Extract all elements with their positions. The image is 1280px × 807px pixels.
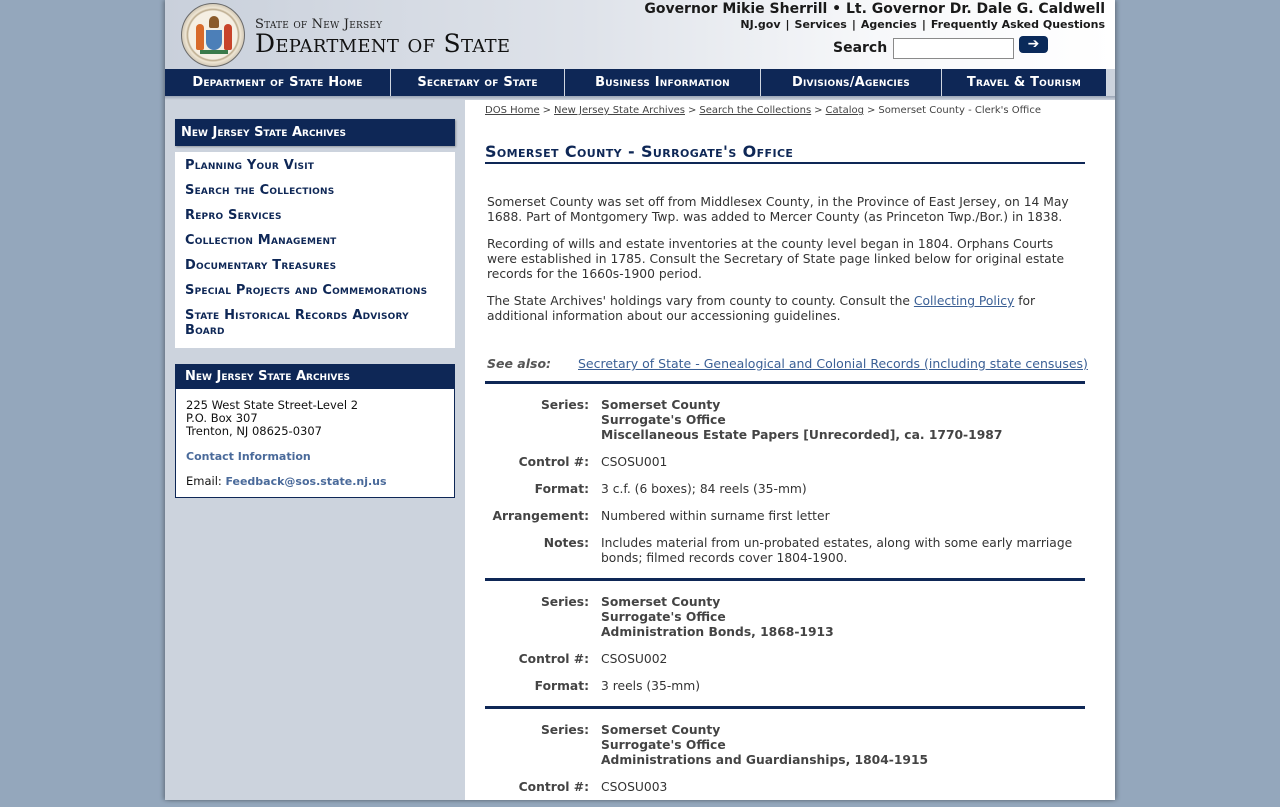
series-line: Administrations and Guardianships, 1804-1915 bbox=[601, 753, 929, 767]
address-line-3: Trenton, NJ 08625-0307 bbox=[186, 424, 322, 438]
control-value: CSOSU003 bbox=[601, 780, 668, 794]
series-label: Series: bbox=[540, 398, 589, 412]
nav-business-information[interactable]: Business Information bbox=[565, 69, 761, 96]
sidebar-item-shrab[interactable]: State Historical Records Advisory Board bbox=[185, 308, 409, 338]
address-line-1: 225 West State Street-Level 2 bbox=[186, 398, 359, 412]
section-divider bbox=[485, 578, 1085, 581]
search-submit-button[interactable] bbox=[1019, 36, 1048, 53]
series-label: Series: bbox=[540, 595, 589, 609]
sidebar-item-documentary-treasures[interactable]: Documentary Treasures bbox=[185, 258, 337, 273]
intro-paragraph: Somerset County was set off from Middlesex County, in the Province of East Jersey, on 14 May 1688. Part of Montgomery Twp. was added to Mercer County (as Princeton Twp./Bor.) in 1838. bbox=[487, 195, 1069, 224]
contact-body bbox=[176, 389, 454, 497]
main-content bbox=[465, 100, 1115, 800]
record-control-row bbox=[485, 455, 1085, 470]
nav-secretary-of-state[interactable]: Secretary of State bbox=[391, 69, 565, 96]
intro-paragraph: Recording of wills and estate inventories at the county level began in 1804. Orphans Courts were established in 1785. Consult the Secretary of State page linked below for original estate records for the 1660s-1900 period. bbox=[487, 237, 1065, 281]
notes-label: Notes: bbox=[543, 536, 589, 550]
page-container bbox=[165, 0, 1115, 800]
contact-information-link[interactable]: Contact Information bbox=[186, 450, 311, 463]
record-control-row bbox=[485, 780, 1085, 795]
breadcrumb-current: Somerset County - Clerk's Office bbox=[878, 105, 1041, 116]
section-divider bbox=[485, 381, 1085, 384]
sidebar-heading[interactable]: New Jersey State Archives bbox=[175, 119, 455, 146]
breadcrumb-separator: > bbox=[687, 105, 697, 116]
section-divider bbox=[485, 706, 1085, 709]
top-link-faq[interactable]: Frequently Asked Questions bbox=[930, 18, 1105, 31]
catalog-record bbox=[485, 595, 1085, 706]
breadcrumb-search-collections[interactable]: Search the Collections bbox=[699, 105, 812, 116]
site-header bbox=[165, 0, 1115, 69]
page-title: Somerset County - Surrogate's Office bbox=[485, 142, 1085, 164]
series-line: Somerset County bbox=[601, 398, 721, 412]
top-link-services[interactable]: Services bbox=[794, 18, 847, 31]
series-value bbox=[601, 398, 1085, 443]
format-value: 3 c.f. (6 boxes); 84 reels (35-mm) bbox=[601, 482, 807, 496]
arrangement-value: Numbered within surname first letter bbox=[601, 509, 830, 523]
series-line: Surrogate's Office bbox=[601, 413, 726, 427]
sidebar bbox=[175, 119, 455, 348]
separator: | bbox=[921, 18, 926, 31]
series-line: Surrogate's Office bbox=[601, 738, 726, 752]
collecting-policy-link[interactable]: Collecting Policy bbox=[913, 294, 1015, 308]
top-link-agencies[interactable]: Agencies bbox=[860, 18, 917, 31]
series-line: Somerset County bbox=[601, 723, 721, 737]
sidebar-item-repro-services[interactable]: Repro Services bbox=[185, 208, 282, 223]
series-line: Somerset County bbox=[601, 595, 721, 609]
email-label: Email: bbox=[186, 474, 222, 488]
record-series-row bbox=[485, 595, 1085, 640]
top-link-nj-gov[interactable]: NJ.gov bbox=[740, 18, 781, 31]
seal-horse-crest bbox=[209, 16, 219, 28]
series-line: Surrogate's Office bbox=[601, 610, 726, 624]
main-nav-bar bbox=[165, 69, 1115, 96]
sidebar-item-special-projects[interactable]: Special Projects and Commemorations bbox=[185, 283, 428, 298]
record-arrangement-row bbox=[485, 509, 1085, 524]
notes-value: Includes material from un-probated estates, along with some early marriage bonds; filmed records cover 1804-1900. bbox=[601, 536, 1073, 565]
seal-figure-liberty bbox=[196, 24, 204, 50]
see-also bbox=[487, 356, 1088, 371]
sidebar-item-search-the-collections[interactable]: Search the Collections bbox=[185, 183, 335, 198]
control-value: CSOSU002 bbox=[601, 652, 668, 666]
email-link[interactable]: Feedback@sos.state.nj.us bbox=[225, 475, 387, 488]
see-also-link[interactable]: Secretary of State - Genealogical and Colonial Records (including state censuses) bbox=[578, 356, 1088, 371]
series-value bbox=[601, 723, 1085, 768]
record-control-row bbox=[485, 652, 1085, 667]
series-label: Series: bbox=[540, 723, 589, 737]
control-value: CSOSU001 bbox=[601, 455, 668, 469]
series-value bbox=[601, 595, 1085, 640]
policy-text: The State Archives' holdings vary from county to county. Consult the bbox=[487, 294, 914, 308]
seal-figure-ceres bbox=[224, 24, 232, 50]
series-line: Administration Bonds, 1868-1913 bbox=[601, 625, 834, 639]
sidebar-item-collection-management[interactable]: Collection Management bbox=[185, 233, 337, 248]
sidebar-item-planning-your-visit[interactable]: Planning Your Visit bbox=[185, 158, 315, 173]
breadcrumb-catalog[interactable]: Catalog bbox=[825, 105, 864, 116]
breadcrumb-separator: > bbox=[542, 105, 552, 116]
policy-text: for additional information about our accessioning guidelines. bbox=[487, 294, 1036, 323]
record-series-row bbox=[485, 723, 1085, 768]
breadcrumb bbox=[485, 105, 1041, 116]
record-format-row bbox=[485, 679, 1085, 694]
series-line: Miscellaneous Estate Papers [Unrecorded], ca. 1770-1987 bbox=[601, 428, 1003, 442]
breadcrumb-nj-state-archives[interactable]: New Jersey State Archives bbox=[554, 105, 685, 116]
address-line-2: P.O. Box 307 bbox=[186, 411, 258, 425]
policy-paragraph bbox=[487, 294, 1085, 324]
control-label: Control #: bbox=[518, 455, 589, 469]
format-label: Format: bbox=[534, 482, 589, 496]
catalog-record bbox=[485, 723, 1085, 807]
arrangement-label: Arrangement: bbox=[492, 509, 589, 523]
separator: | bbox=[851, 18, 856, 31]
nav-dos-home[interactable]: Department of State Home bbox=[165, 69, 391, 96]
record-series-row bbox=[485, 398, 1085, 443]
seal-shield bbox=[206, 30, 222, 50]
control-label: Control #: bbox=[518, 652, 589, 666]
seal-base bbox=[200, 50, 228, 54]
search-label: Search bbox=[833, 40, 888, 56]
arrow-right-icon: ➔ bbox=[1027, 36, 1040, 52]
nj-state-seal-logo[interactable] bbox=[181, 3, 245, 67]
record-format-row bbox=[485, 482, 1085, 497]
intro-text bbox=[487, 195, 1085, 336]
see-also-label: See also: bbox=[487, 356, 552, 371]
breadcrumb-dos-home[interactable]: DOS Home bbox=[485, 105, 540, 116]
contact-heading: New Jersey State Archives bbox=[176, 365, 454, 389]
control-label: Control #: bbox=[518, 780, 589, 794]
format-value: 3 reels (35-mm) bbox=[601, 679, 701, 693]
breadcrumb-separator: > bbox=[814, 105, 823, 116]
separator: | bbox=[785, 18, 790, 31]
contact-box bbox=[175, 364, 455, 498]
governor-line: Governor Mikie Sherrill • Lt. Governor Dr. Dale G. Caldwell bbox=[644, 1, 1105, 17]
department-of-state-title[interactable]: Department of State bbox=[255, 29, 511, 58]
nav-divisions-agencies[interactable]: Divisions/Agencies bbox=[761, 69, 942, 96]
state-of-new-jersey-label: State of New Jersey bbox=[255, 17, 383, 32]
sidebar-menu bbox=[175, 152, 455, 348]
breadcrumb-separator: > bbox=[866, 105, 876, 116]
record-notes-row bbox=[485, 536, 1085, 566]
format-label: Format: bbox=[534, 679, 589, 693]
nav-travel-tourism[interactable]: Travel & Tourism bbox=[942, 69, 1107, 96]
top-utility-links bbox=[740, 18, 1105, 31]
catalog-record bbox=[485, 398, 1085, 578]
search-input[interactable] bbox=[893, 38, 1014, 59]
